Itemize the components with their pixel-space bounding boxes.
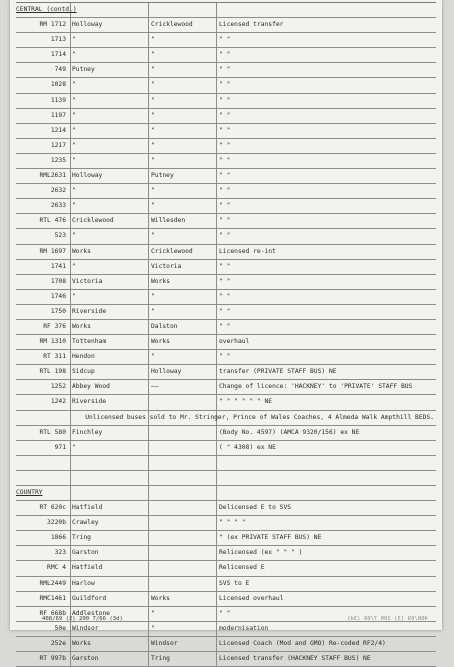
table-row: [16, 471, 436, 486]
fleet-number-cell: RTL 580: [39, 428, 66, 436]
fleet-number-cell: 1235: [50, 156, 66, 164]
remarks-cell: " ": [219, 126, 231, 134]
remarks-cell: " ": [219, 232, 231, 240]
fleet-number-cell: 50e: [54, 624, 66, 632]
remarks-cell: Licensed overhaul: [219, 594, 284, 602]
show-through-text: 408/69 (3) 200 7/66 (3d): [347, 616, 428, 622]
to-garage-cell: ": [151, 126, 155, 134]
fleet-number-cell: RMC 4: [47, 564, 66, 572]
from-garage-cell: Tottenham: [72, 338, 107, 346]
to-garage-cell: Cricklewood: [151, 21, 193, 29]
from-garage-cell: Works: [72, 247, 91, 255]
remarks-cell: Relicensed (ex " " " ): [219, 549, 303, 557]
from-garage-cell: Hatfield: [72, 504, 103, 512]
remarks-cell: " ": [219, 81, 231, 89]
table-row: [16, 169, 436, 184]
to-garage-cell: Putney: [151, 172, 174, 180]
remarks-cell: " ": [219, 51, 231, 59]
from-garage-cell: Guildford: [72, 594, 107, 602]
table-row: [16, 184, 436, 199]
remarks-cell: " " " ": [219, 519, 246, 527]
to-garage-cell: Cricklewood: [151, 247, 193, 255]
fleet-number-cell: 1252: [50, 383, 66, 391]
table-row: [16, 33, 436, 48]
table-row: [16, 260, 436, 275]
table-row: [16, 622, 436, 637]
table-row: [16, 275, 436, 290]
table-row: [16, 305, 436, 320]
from-garage-cell: Finchley: [72, 428, 103, 436]
fleet-number-cell: RML2449: [39, 579, 66, 587]
table-row: [16, 154, 436, 169]
from-garage-cell: ": [72, 262, 76, 270]
remarks-cell: " ": [219, 277, 231, 285]
table-row: [16, 63, 436, 78]
fleet-number-cell: RT 997b: [39, 655, 66, 663]
fleet-number-cell: 3220b: [47, 519, 66, 527]
table-row: [16, 109, 436, 124]
to-garage-cell: Works: [151, 594, 170, 602]
fleet-number-cell: RT 311: [43, 353, 66, 361]
to-garage-cell: ": [151, 66, 155, 74]
to-garage-cell: Victoria: [151, 262, 182, 270]
table-row: [16, 546, 436, 561]
fleet-number-cell: 2632: [50, 187, 66, 195]
table-row: [16, 501, 436, 516]
table-row: [16, 320, 436, 335]
remarks-cell: Licensed Coach (Mod and GMO) Re-coded RF2/4): [219, 639, 386, 647]
from-garage-cell: Holloway: [72, 172, 103, 180]
to-garage-cell: ": [151, 232, 155, 240]
fleet-number-cell: RF 668b: [39, 609, 66, 617]
remarks-cell: Licensed transfer: [219, 21, 284, 29]
from-garage-cell: ": [72, 187, 76, 195]
to-garage-cell: ": [151, 156, 155, 164]
from-garage-cell: Abbey Wood: [72, 383, 110, 391]
fleet-number-cell: RMC1461: [39, 594, 66, 602]
fleet-number-cell: RM 1310: [39, 338, 66, 346]
sale-notice-text: Unlicensed buses sold to Mr. Stringer, Prince of Wales Coaches, 4 Almeda Walk Ampthill BEDS.: [85, 413, 434, 421]
from-garage-cell: Putney: [72, 66, 95, 74]
from-garage-cell: Holloway: [72, 21, 103, 29]
table-row: [16, 350, 436, 365]
to-garage-cell: Tring: [151, 655, 170, 663]
to-garage-cell: ": [151, 51, 155, 59]
table-row: [16, 365, 436, 380]
from-garage-cell: ": [72, 96, 76, 104]
remarks-cell: " " " " " " NE: [219, 398, 273, 406]
fleet-number-cell: RM 1697: [39, 247, 66, 255]
to-garage-cell: Dalston: [151, 322, 178, 330]
fleet-number-cell: RTL 198: [39, 368, 66, 376]
table-row: [16, 48, 436, 63]
from-garage-cell: Works: [72, 639, 91, 647]
from-garage-cell: Works: [72, 322, 91, 330]
remarks-cell: Change of licence: 'HACKNEY' to 'PRIVATE' STAFF BUS: [219, 383, 413, 391]
table-row: [16, 652, 436, 667]
from-garage-cell: Hatfield: [72, 564, 103, 572]
from-garage-cell: ": [72, 81, 76, 89]
to-garage-cell: ": [151, 202, 155, 210]
from-garage-cell: Sidcup: [72, 368, 95, 376]
to-garage-cell: ": [151, 609, 155, 617]
from-garage-cell: Riverside: [72, 307, 107, 315]
fleet-number-cell: 1217: [50, 141, 66, 149]
remarks-cell: modernisation: [219, 624, 269, 632]
table-row: [16, 441, 436, 456]
remarks-cell: (Body No. 4597) (AMCA 9320/156) ex NE: [219, 428, 360, 436]
fleet-number-cell: 1713: [50, 36, 66, 44]
from-garage-cell: Victoria: [72, 277, 103, 285]
fleet-number-cell: 749: [54, 66, 66, 74]
table-row: [16, 214, 436, 229]
table-row: [16, 139, 436, 154]
fleet-number-cell: 1746: [50, 292, 66, 300]
remarks-cell: transfer (PRIVATE STAFF BUS) NE: [219, 368, 337, 376]
remarks-cell: " ": [219, 111, 231, 119]
fleet-number-cell: RF 376: [43, 322, 66, 330]
remarks-cell: " ": [219, 187, 231, 195]
to-garage-cell: ": [151, 36, 155, 44]
table-row: [16, 124, 436, 139]
table-row: [16, 456, 436, 471]
from-garage-cell: Garston: [72, 655, 99, 663]
form-reference: 408/69 (2) 200 7/66 (3d): [42, 616, 123, 622]
remarks-cell: " (ex PRIVATE STAFF BUS) NE: [219, 534, 322, 542]
fleet-number-cell: 1741: [50, 262, 66, 270]
remarks-cell: " ": [219, 292, 231, 300]
fleet-number-cell: 523: [54, 232, 66, 240]
remarks-cell: " ": [219, 202, 231, 210]
remarks-cell: overhaul: [219, 338, 250, 346]
from-garage-cell: ": [72, 443, 76, 451]
to-garage-cell: ": [151, 141, 155, 149]
from-garage-cell: Cricklewood: [72, 217, 114, 225]
table-row: [16, 18, 436, 33]
fleet-number-cell: 1028: [50, 81, 66, 89]
fleet-number-cell: RML2631: [39, 172, 66, 180]
table-row: [16, 516, 436, 531]
fleet-number-cell: 1242: [50, 398, 66, 406]
remarks-cell: Licensed re-int: [219, 247, 276, 255]
from-garage-cell: Garston: [72, 549, 99, 557]
table-row: [16, 78, 436, 93]
from-garage-cell: Crawley: [72, 519, 99, 527]
from-garage-cell: Hendon: [72, 353, 95, 361]
from-garage-cell: Riverside: [72, 398, 107, 406]
table-row: [16, 229, 436, 244]
from-garage-cell: Harlow: [72, 579, 95, 587]
section-heading-text: CENTRAL (contd.): [16, 6, 77, 13]
from-garage-cell: ": [72, 111, 76, 119]
to-garage-cell: ": [151, 292, 155, 300]
table-row: [16, 426, 436, 441]
fleet-number-cell: 2633: [50, 202, 66, 210]
table-row: [16, 561, 436, 576]
table-row: [16, 531, 436, 546]
remarks-cell: Licensed transfer (HACKNEY STAFF BUS) NE: [219, 655, 371, 663]
from-garage-cell: ": [72, 156, 76, 164]
to-garage-cell: ": [151, 96, 155, 104]
fleet-number-cell: 1197: [50, 111, 66, 119]
from-garage-cell: ": [72, 292, 76, 300]
fleet-number-cell: RT 620c: [39, 504, 66, 512]
table-row: [16, 380, 436, 395]
from-garage-cell: ": [72, 51, 76, 59]
remarks-cell: " ": [219, 322, 231, 330]
table-row: [16, 245, 436, 260]
fleet-number-cell: RTL 476: [39, 217, 66, 225]
to-garage-cell: ": [151, 353, 155, 361]
fleet-number-cell: RM 1712: [39, 21, 66, 29]
remarks-cell: ( " 4308) ex NE: [219, 443, 276, 451]
fleet-number-cell: 971: [54, 443, 66, 451]
section-heading-text: COUNTRY: [16, 489, 43, 496]
fleet-number-cell: 1750: [50, 307, 66, 315]
remarks-cell: " ": [219, 262, 231, 270]
remarks-cell: " ": [219, 66, 231, 74]
to-garage-cell: Willesden: [151, 217, 186, 225]
remarks-cell: " ": [219, 141, 231, 149]
remarks-cell: " ": [219, 217, 231, 225]
remarks-cell: " ": [219, 353, 231, 361]
fleet-number-cell: 1708: [50, 277, 66, 285]
table-row: [16, 94, 436, 109]
fleet-number-cell: 1139: [50, 96, 66, 104]
from-garage-cell: Tring: [72, 534, 91, 542]
from-garage-cell: ": [72, 141, 76, 149]
from-garage-cell: ": [72, 36, 76, 44]
table-row: [16, 577, 436, 592]
remarks-cell: " ": [219, 96, 231, 104]
to-garage-cell: ": [151, 111, 155, 119]
remarks-cell: " ": [219, 156, 231, 164]
remarks-cell: " ": [219, 609, 231, 617]
to-garage-cell: ": [151, 307, 155, 315]
to-garage-cell: ": [151, 187, 155, 195]
table-row: [16, 395, 436, 410]
from-garage-cell: ": [72, 202, 76, 210]
fleet-number-cell: 252e: [50, 639, 66, 647]
table-row: [16, 592, 436, 607]
from-garage-cell: Windsor: [72, 624, 99, 632]
remarks-cell: Delicensed E to SVS: [219, 504, 292, 512]
to-garage-cell: Works: [151, 277, 170, 285]
fleet-number-cell: 323: [54, 549, 66, 557]
vehicle-movements-table: [16, 2, 436, 667]
to-garage-cell: ": [151, 81, 155, 89]
remarks-cell: Relicensed E: [219, 564, 265, 572]
section-heading: [16, 3, 436, 18]
fleet-number-cell: 1866: [50, 534, 66, 542]
document-page: [10, 0, 442, 663]
from-garage-cell: ": [72, 126, 76, 134]
to-garage-cell: Holloway: [151, 368, 182, 376]
from-garage-cell: Addlestone: [72, 609, 110, 617]
fleet-number-cell: 1714: [50, 51, 66, 59]
section-heading: [16, 486, 436, 501]
table-row: [16, 290, 436, 305]
remarks-cell: " ": [219, 172, 231, 180]
remarks-cell: " ": [219, 36, 231, 44]
to-garage-cell: Works: [151, 338, 170, 346]
from-garage-cell: ": [72, 232, 76, 240]
table-row: [16, 637, 436, 652]
table-row: [16, 335, 436, 350]
table-row: [16, 199, 436, 214]
remarks-cell: " ": [219, 307, 231, 315]
to-garage-cell: ——: [151, 383, 159, 391]
to-garage-cell: Windsor: [151, 639, 178, 647]
remarks-cell: SVS to E: [219, 579, 250, 587]
sale-notice: [16, 411, 436, 426]
fleet-number-cell: 1214: [50, 126, 66, 134]
to-garage-cell: ": [151, 624, 155, 632]
